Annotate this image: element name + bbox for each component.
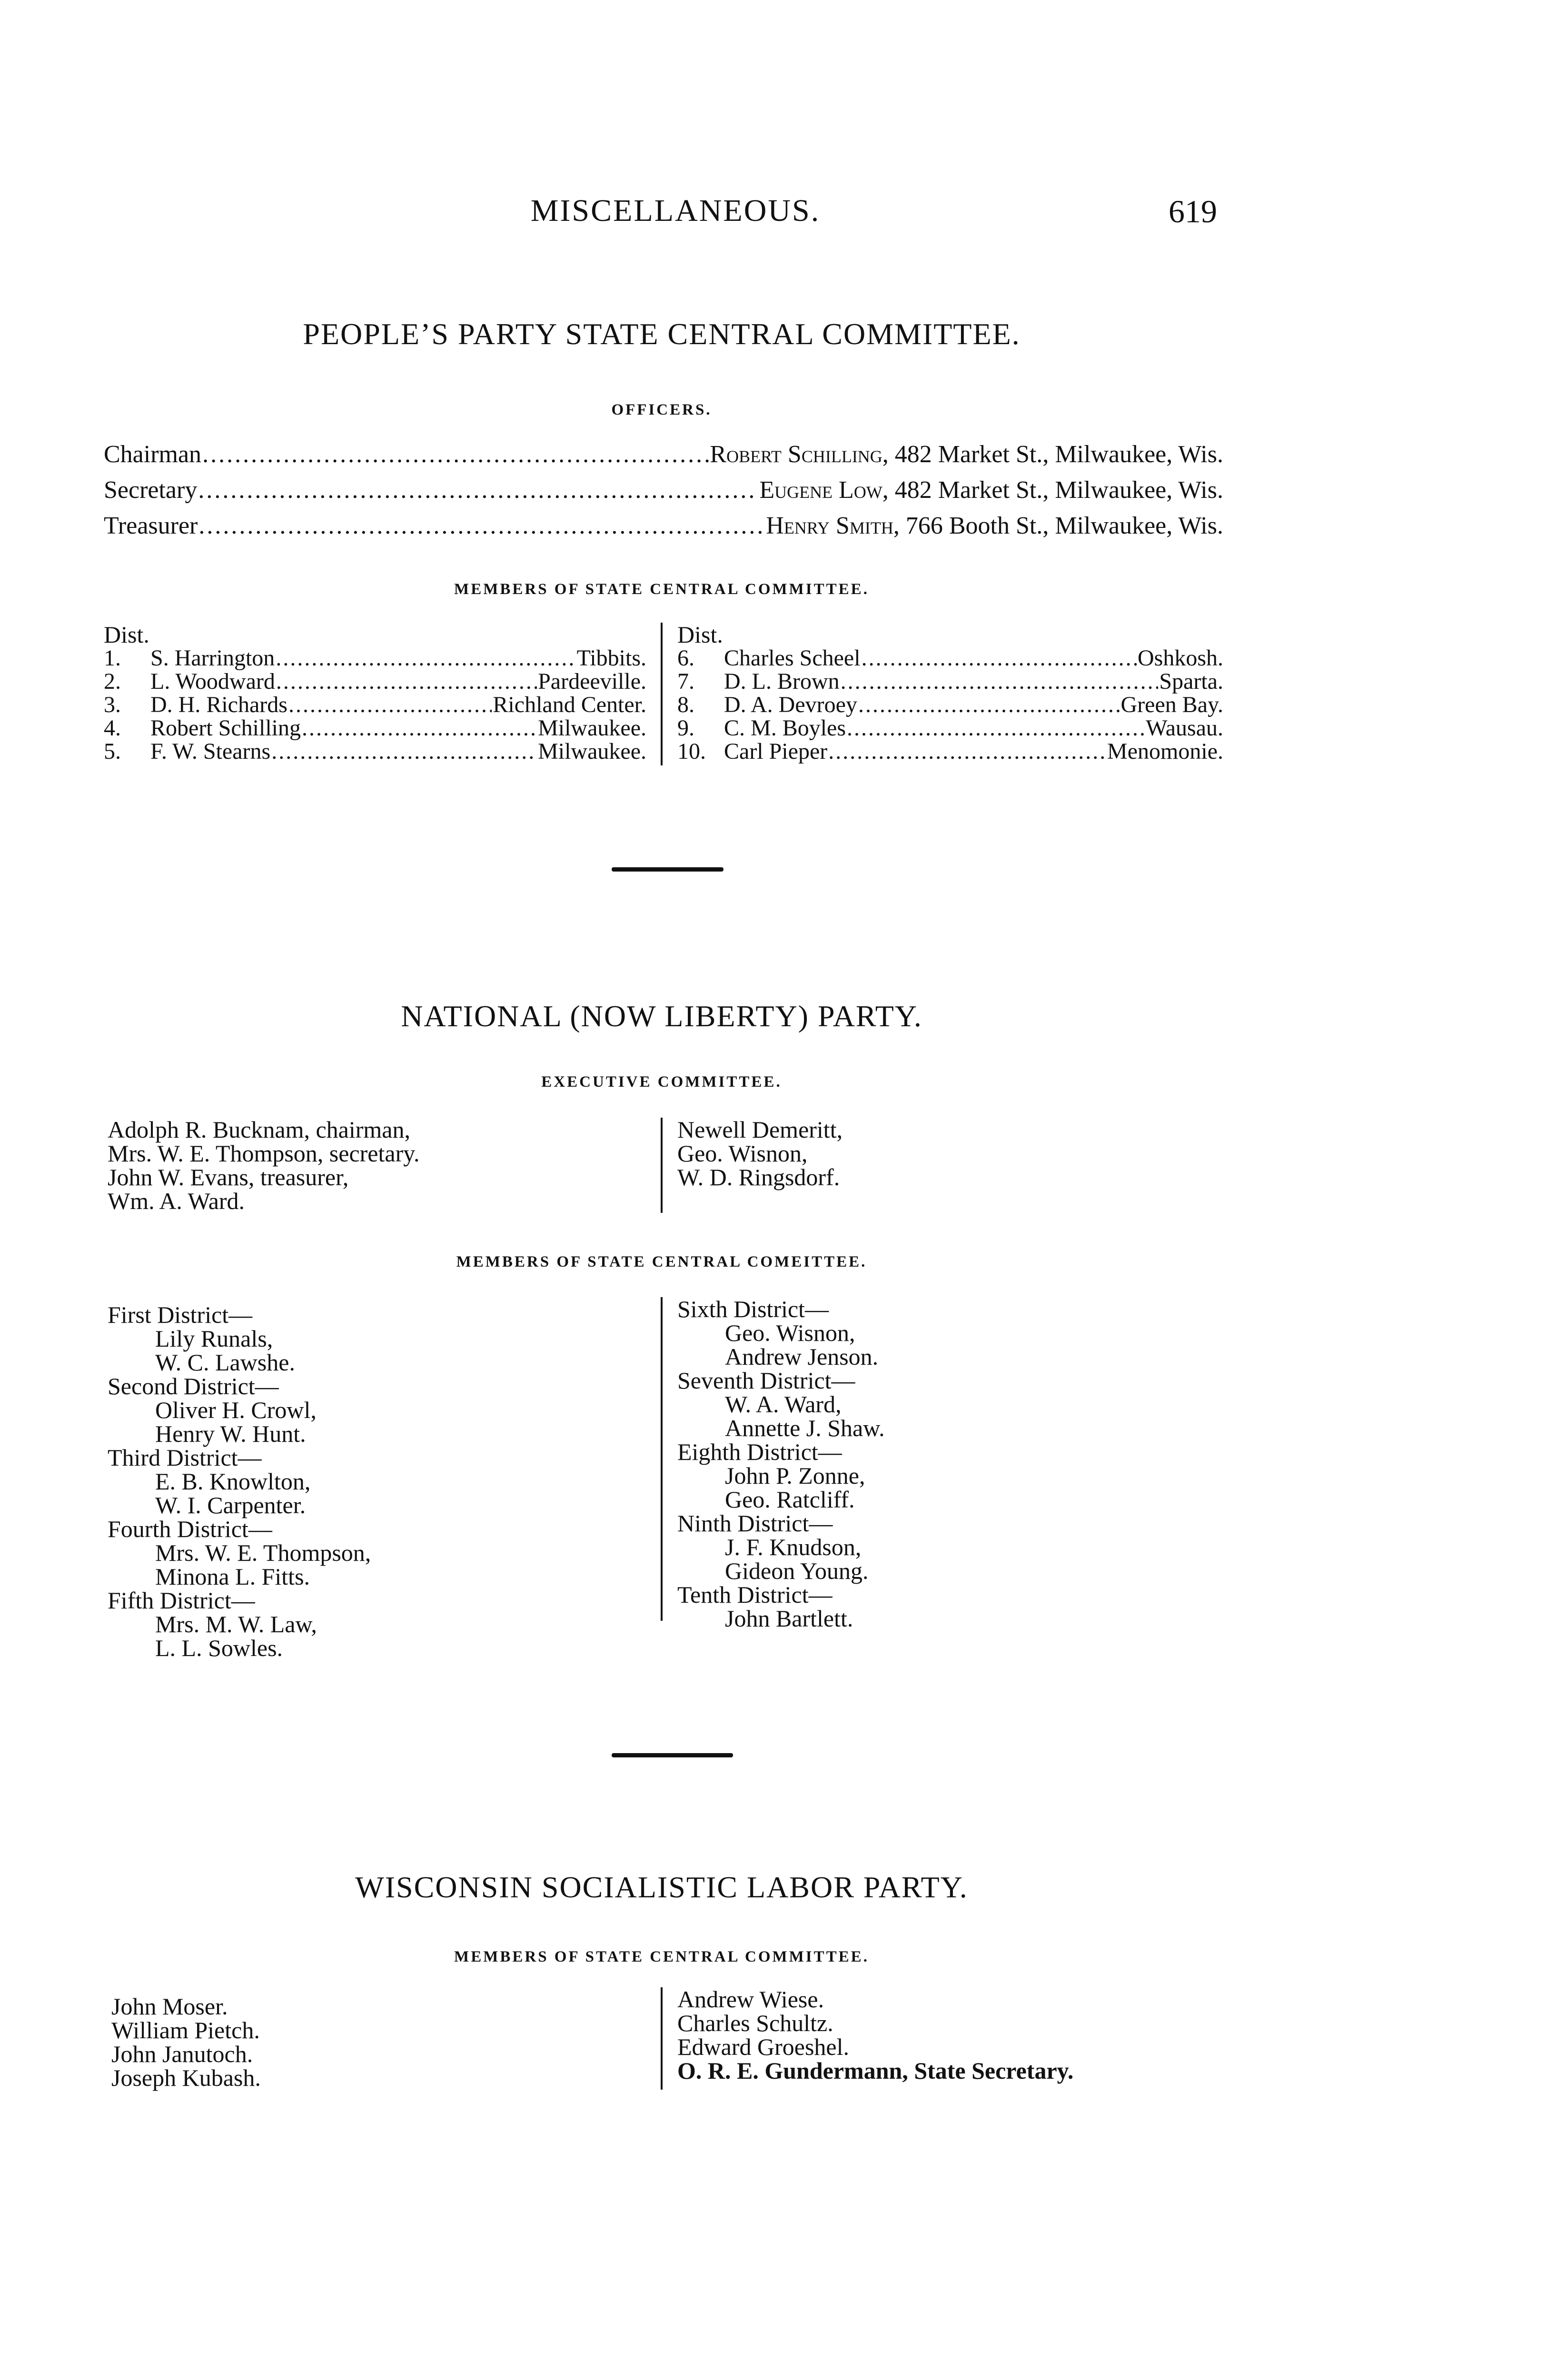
socialistic-party-title: WISCONSIN SOCIALISTIC LABOR PARTY.	[355, 1870, 968, 1904]
member-name: D. A. Devroey	[724, 692, 857, 717]
member-name: S. Harrington	[150, 645, 275, 671]
committee-member: Charles Schultz.	[677, 2010, 833, 2036]
district-member: Annette J. Shaw.	[725, 1415, 885, 1441]
officer-row-treasurer	[104, 512, 1223, 546]
section-rule	[612, 1753, 733, 1757]
committee-member: O. R. E. Gundermann, State Secretary.	[677, 2057, 1074, 2084]
executive-member: Newell Demeritt,	[677, 1116, 843, 1143]
column-divider	[661, 1118, 663, 1213]
district-row	[677, 693, 1223, 716]
executive-member: Geo. Wisnon,	[677, 1140, 808, 1167]
dot-leader	[858, 693, 1120, 716]
running-head-title: MISCELLANEOUS.	[530, 193, 821, 228]
member-name: Robert Schilling	[150, 715, 301, 741]
district-number: 3.	[104, 692, 121, 717]
officer-name: Henry Smith	[766, 512, 893, 539]
member-name: C. M. Boyles	[724, 715, 846, 741]
district-row	[104, 716, 646, 740]
officer-address: , 766 Booth St., Milwaukee, Wis.	[893, 512, 1223, 539]
executive-list-left	[108, 1118, 645, 1213]
socialistic-members-right	[677, 1987, 1215, 2082]
dot-leader	[276, 646, 575, 670]
dist-label: Dist.	[104, 621, 149, 648]
district-member: John P. Zonne,	[725, 1462, 865, 1489]
dist-label: Dist.	[677, 621, 723, 648]
dot-leader	[828, 740, 1106, 763]
member-place: Menomonie.	[1107, 739, 1223, 764]
executive-member: Adolph R. Bucknam, chairman,	[108, 1116, 410, 1143]
district-member: W. C. Lawshe.	[155, 1349, 295, 1376]
district-number: 2.	[104, 669, 121, 694]
district-member: Minona L. Fitts.	[155, 1563, 310, 1590]
column-divider	[661, 1297, 663, 1621]
district-row	[677, 646, 1223, 670]
officer-role: Treasurer	[104, 512, 198, 539]
dot-leader	[841, 670, 1159, 693]
page-number: 619	[1169, 193, 1217, 229]
officer-address: , 482 Market St., Milwaukee, Wis.	[882, 476, 1223, 504]
member-name: Charles Scheel	[724, 645, 861, 671]
district-heading: Third District—	[108, 1444, 262, 1471]
member-place: Milwaukee.	[538, 739, 646, 764]
member-place: Pardeeville.	[538, 669, 646, 694]
column-divider	[661, 623, 663, 765]
executive-member: Wm. A. Ward.	[108, 1188, 245, 1214]
district-row	[104, 670, 646, 693]
district-number: 8.	[677, 692, 694, 717]
member-name: D. H. Richards	[150, 692, 287, 717]
district-member: W. I. Carpenter.	[155, 1492, 306, 1518]
district-member: Geo. Ratcliff.	[725, 1486, 855, 1513]
district-heading: First District—	[108, 1301, 253, 1328]
member-place: Sparta.	[1159, 669, 1223, 694]
district-members-right	[677, 1297, 1201, 1630]
members-heading: MEMBERS OF STATE CENTRAL COMMITTEE.	[454, 581, 869, 598]
district-list-left	[104, 623, 646, 763]
district-heading: Seventh District—	[677, 1367, 855, 1394]
section-rule	[612, 867, 723, 872]
committee-member: William Pietch.	[111, 2017, 260, 2043]
district-list-right	[677, 623, 1223, 763]
members-heading: MEMBERS OF STATE CENTRAL COMMITTEE.	[454, 1948, 869, 1965]
district-heading: Ninth District—	[677, 1510, 833, 1537]
dot-leader	[288, 693, 492, 716]
district-heading: Tenth District—	[677, 1581, 832, 1608]
member-name: Carl Pieper	[724, 739, 828, 764]
members-heading: MEMBERS OF STATE CENTRAL COMEITTEE.	[456, 1253, 867, 1270]
officers-heading: OFFICERS.	[611, 401, 712, 418]
dot-leader	[271, 740, 537, 763]
dot-leader	[302, 716, 537, 740]
dot-leader	[202, 440, 709, 468]
officer-row-chairman	[104, 440, 1223, 475]
district-members-left	[108, 1303, 645, 1660]
district-heading: Sixth District—	[677, 1296, 829, 1322]
executive-member: John W. Evans, treasurer,	[108, 1164, 349, 1190]
dot-leader	[198, 476, 758, 504]
district-member: Lily Runals,	[155, 1325, 273, 1352]
district-heading: Eighth District—	[677, 1438, 842, 1465]
dot-leader	[847, 716, 1145, 740]
executive-member: W. D. Ringsdorf.	[677, 1164, 840, 1190]
district-number: 7.	[677, 669, 694, 694]
member-name: F. W. Stearns	[150, 739, 271, 764]
member-place: Wausau.	[1146, 715, 1223, 741]
member-place: Richland Center.	[493, 692, 646, 717]
member-place: Oshkosh.	[1137, 645, 1223, 671]
district-member: Henry W. Hunt.	[155, 1420, 306, 1447]
district-row	[104, 646, 646, 670]
district-member: Mrs. M. W. Law,	[155, 1611, 317, 1637]
district-heading: Second District—	[108, 1373, 279, 1399]
district-member: E. B. Knowlton,	[155, 1468, 311, 1495]
member-place: Milwaukee.	[538, 715, 646, 741]
officer-role: Secretary	[104, 476, 198, 504]
officer-role: Chairman	[104, 441, 202, 468]
committee-member: John Janutoch.	[111, 2041, 253, 2067]
column-divider	[661, 1987, 663, 2090]
district-member: W. A. Ward,	[725, 1391, 842, 1418]
district-member: J. F. Knudson,	[725, 1534, 862, 1560]
district-member: Geo. Wisnon,	[725, 1319, 855, 1346]
member-name: L. Woodward	[150, 669, 275, 694]
executive-list-right	[677, 1118, 1201, 1189]
district-number: 9.	[677, 715, 694, 741]
district-member: Andrew Jenson.	[725, 1343, 879, 1370]
executive-member: Mrs. W. E. Thompson, secretary.	[108, 1140, 420, 1167]
district-heading: Fifth District—	[108, 1587, 255, 1614]
district-number: 4.	[104, 715, 121, 741]
district-member: Mrs. W. E. Thompson,	[155, 1539, 371, 1566]
committee-member: Andrew Wiese.	[677, 1986, 824, 2013]
dot-leader	[276, 670, 537, 693]
district-member: L. L. Sowles.	[155, 1635, 283, 1661]
district-member: John Bartlett.	[725, 1605, 853, 1632]
district-member: Gideon Young.	[725, 1557, 869, 1584]
district-number: 5.	[104, 739, 121, 764]
member-name: D. L. Brown	[724, 669, 840, 694]
officer-name: Eugene Low	[759, 476, 882, 504]
committee-member: Edward Groeshel.	[677, 2033, 849, 2060]
district-row	[677, 740, 1223, 763]
officer-name: Robert Schilling	[710, 441, 882, 468]
officer-row-secretary	[104, 476, 1223, 510]
district-row	[104, 693, 646, 716]
district-number: 6.	[677, 645, 694, 671]
executive-heading: EXECUTIVE COMMITTEE.	[541, 1073, 782, 1091]
national-party-title: NATIONAL (NOW LIBERTY) PARTY.	[401, 999, 922, 1033]
district-heading: Fourth District—	[108, 1516, 272, 1542]
member-place: Tibbits.	[576, 645, 646, 671]
district-row	[677, 670, 1223, 693]
district-number: 1.	[104, 645, 121, 671]
dot-leader	[198, 512, 765, 540]
dot-leader	[862, 646, 1137, 670]
district-number: 10.	[677, 739, 706, 764]
district-member: Oliver H. Crowl,	[155, 1397, 317, 1423]
committee-member: John Moser.	[111, 1993, 228, 2020]
district-row	[677, 716, 1223, 740]
committee-member: Joseph Kubash.	[111, 2064, 261, 2091]
district-row	[104, 740, 646, 763]
peoples-party-title: PEOPLE’S PARTY STATE CENTRAL COMMITTEE.	[303, 317, 1021, 351]
member-place: Green Bay.	[1120, 692, 1223, 717]
socialistic-members-left	[111, 1994, 644, 2090]
officer-address: , 482 Market St., Milwaukee, Wis.	[882, 441, 1223, 468]
